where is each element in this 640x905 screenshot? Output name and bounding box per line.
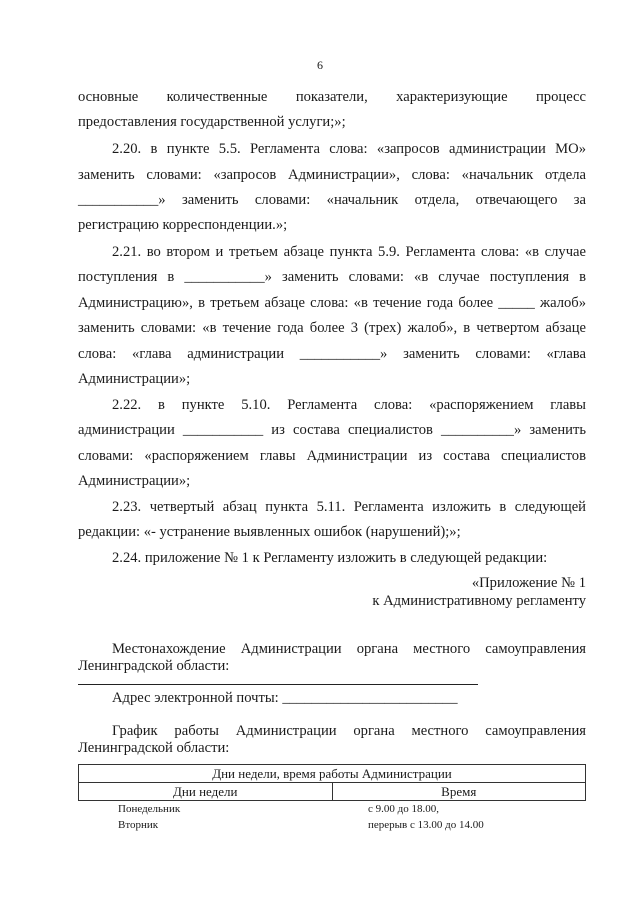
text-line: основные количественные показатели, характеризующие процесс (78, 89, 586, 105)
email-label: Адрес электронной почты: ________________________ (112, 690, 458, 706)
text-line: Администрации»; (78, 473, 191, 489)
text-line: регистрацию корреспонденции.»; (78, 217, 288, 233)
column-header-days: Дни недели (79, 783, 333, 801)
text-line: 2.24. приложение № 1 к Регламенту изложить в следующей редакции: (112, 550, 548, 566)
location-label: Местонахождение Администрации органа местного самоуправления (112, 641, 586, 657)
schedule-label: График работы Администрации органа местного самоуправления (112, 723, 586, 739)
text-line: словами: «распоряжением главы Администрации из состава специалистов (78, 448, 586, 464)
text-line: слова: «глава администрации ___________» заменить словами: «глава (78, 346, 586, 362)
table-row-time: перерыв с 13.00 до 14.00 (368, 819, 484, 831)
text-line: ___________» заменить словами: «начальник отдела, отвечающего за (78, 192, 586, 208)
text-line: редакции: «- устранение выявленных ошибок (нарушений);»; (78, 524, 461, 540)
text-line: 2.22. в пункте 5.10. Регламента слова: «распоряжением главы (112, 397, 586, 413)
text-line: поступления в ___________» заменить словами: «в случае поступления в (78, 269, 586, 285)
text-line: заменить словами: «в течение года более 3 (трех) жалоб», в четвертом абзаце (78, 320, 586, 336)
column-header-time: Время (332, 783, 586, 801)
appendix-heading: «Приложение № 1 (471, 575, 586, 591)
location-blank-line (78, 684, 478, 685)
text-line: 2.23. четвертый абзац пункта 5.11. Регламента изложить в следующей (112, 499, 586, 515)
table-header-row (79, 783, 586, 801)
table-row-day: Понедельник (118, 803, 181, 815)
table-row-day: Вторник (118, 819, 159, 831)
schedule-label-cont: Ленинградской области: (78, 740, 230, 756)
text-line: Администрации»; (78, 371, 191, 387)
table-row-time: с 9.00 до 18.00, (368, 803, 439, 815)
page-number: 6 (317, 58, 323, 72)
schedule-table (78, 764, 586, 801)
text-line: 2.21. во втором и третьем абзаце пункта 5.9. Регламента слова: «в случае (112, 244, 586, 260)
table-title: Дни недели, время работы Администрации (79, 765, 586, 783)
text-line: 2.20. в пункте 5.5. Регламента слова: «запросов администрации МО» (112, 141, 586, 157)
text-line: администрации ___________ из состава специалистов __________» заменить (78, 422, 586, 438)
table-title-row (79, 765, 586, 783)
text-line: заменить словами: «запросов Администрации», слова: «начальник отдела (78, 167, 586, 183)
appendix-subheading: к Административному регламенту (372, 593, 586, 609)
text-line: Администрацию», в третьем абзаце слова: «в течение года более _____ жалоб» (78, 295, 586, 311)
location-label-cont: Ленинградской области: (78, 658, 230, 674)
text-line: предоставления государственной услуги;»; (78, 114, 346, 130)
